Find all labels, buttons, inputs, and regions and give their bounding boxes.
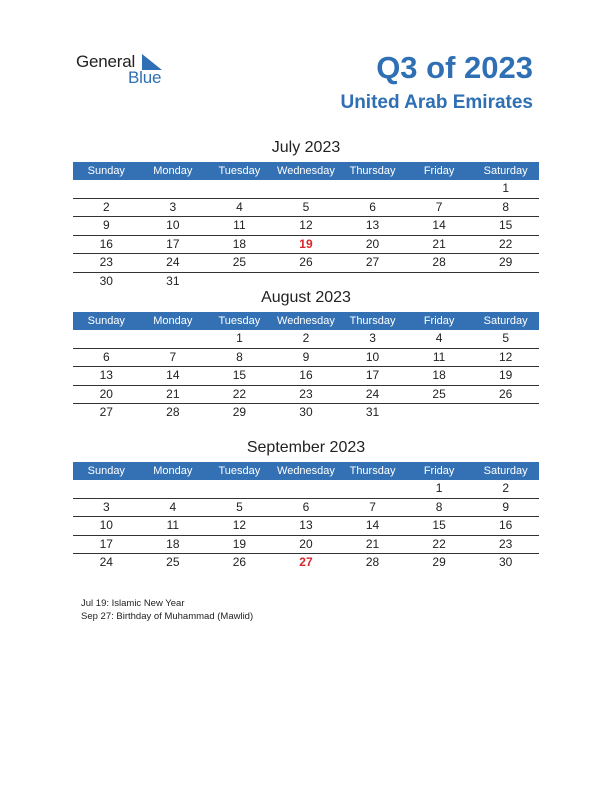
day-cell: 17 — [166, 236, 180, 251]
day-cell: 16 — [299, 368, 313, 382]
weekday-label: Tuesday — [218, 315, 261, 327]
day-cell: 14 — [365, 518, 380, 532]
weekday-header — [73, 312, 539, 330]
day-cell — [206, 480, 273, 498]
day-cell: 12 — [498, 349, 513, 364]
day-cell: 21 — [432, 236, 446, 251]
day-cell: 14 — [166, 368, 180, 382]
week-row — [73, 349, 539, 368]
day-cell: 5 — [502, 331, 509, 345]
day-cell — [406, 180, 473, 198]
day-cell: 7 — [435, 199, 443, 214]
country-name: United Arab Emirates — [340, 92, 533, 113]
day-cell: 24 — [365, 386, 380, 401]
week-row — [73, 536, 539, 555]
day-cell: 29 — [232, 405, 247, 419]
day-cell: 12 — [299, 218, 313, 232]
day-cell: 4 — [169, 499, 177, 514]
day-cell: 28 — [432, 255, 446, 269]
day-cell: 1 — [502, 181, 509, 195]
day-cell: 1 — [435, 481, 443, 495]
day-cell: 2 — [102, 199, 110, 214]
day-cell: 8 — [435, 499, 443, 514]
holiday-note: Sep 27: Birthday of Muhammad (Mawlid) — [81, 611, 254, 622]
weekday-label: Wednesday — [277, 315, 335, 327]
day-cell: 18 — [432, 368, 446, 382]
weekday-label: Sunday — [87, 315, 125, 327]
day-cell: 19 — [232, 536, 247, 551]
day-cell: 11 — [432, 349, 446, 364]
weekday-label: Monday — [153, 165, 193, 177]
weekday-label: Tuesday — [218, 465, 261, 477]
day-cell: 29 — [432, 555, 446, 569]
week-row — [73, 480, 539, 499]
day-cell: 25 — [232, 255, 247, 269]
day-cell: 23 — [99, 255, 113, 269]
week-row — [73, 330, 539, 349]
day-cell: 23 — [498, 536, 513, 551]
weekday-label: Thursday — [349, 315, 396, 327]
logo-word-blue: Blue — [128, 68, 162, 87]
weekday-label: Tuesday — [218, 165, 261, 177]
day-cell: 14 — [432, 218, 446, 232]
day-cell: 17 — [99, 536, 113, 551]
day-cell: 24 — [99, 555, 113, 569]
day-cell — [273, 480, 340, 498]
holiday-notes — [81, 597, 253, 623]
weekday-label: Saturday — [483, 165, 528, 177]
weekday-label: Saturday — [483, 465, 528, 477]
day-cell: 23 — [299, 386, 313, 401]
holiday-note: Jul 19: Islamic New Year — [81, 598, 185, 609]
day-cell: 24 — [166, 255, 180, 269]
day-cell: 16 — [99, 236, 113, 251]
day-cell: 22 — [432, 536, 446, 551]
weekday-header — [73, 162, 539, 180]
week-row — [73, 236, 539, 255]
month-calendar — [73, 138, 539, 290]
weekday-label: Thursday — [349, 165, 396, 177]
day-cell: 20 — [365, 236, 380, 251]
weekday-label: Friday — [423, 315, 455, 327]
day-cell: 4 — [435, 331, 443, 345]
day-cell: 3 — [102, 499, 110, 514]
holiday-day-cell: 19 — [299, 236, 313, 251]
month-calendar — [73, 438, 539, 572]
day-cell: 8 — [502, 199, 509, 214]
day-cell: 15 — [432, 518, 446, 532]
day-cell: 6 — [102, 349, 110, 364]
weekday-label: Sunday — [87, 165, 125, 177]
day-cell — [406, 404, 473, 422]
day-cell: 12 — [232, 518, 247, 532]
day-cell: 26 — [299, 255, 313, 269]
day-cell: 9 — [302, 349, 310, 364]
weekday-label: Wednesday — [277, 165, 335, 177]
day-cell — [339, 480, 406, 498]
day-cell: 20 — [299, 536, 313, 551]
weekday-label: Sunday — [87, 465, 125, 477]
general-blue-logo — [76, 52, 176, 88]
day-cell — [73, 330, 140, 348]
day-cell: 31 — [365, 405, 380, 419]
day-cell: 27 — [365, 255, 380, 269]
day-cell: 8 — [236, 349, 243, 364]
day-cell: 10 — [99, 518, 113, 532]
weekday-label: Friday — [423, 465, 455, 477]
day-cell: 10 — [365, 349, 380, 364]
day-cell: 1 — [236, 331, 243, 345]
day-cell: 15 — [498, 218, 513, 232]
day-cell: 9 — [102, 218, 110, 232]
day-cell: 7 — [169, 349, 177, 364]
day-cell: 7 — [369, 499, 376, 514]
day-cell: 9 — [502, 499, 509, 514]
day-cell: 11 — [166, 518, 180, 532]
day-cell — [73, 180, 140, 198]
day-cell: 5 — [236, 499, 243, 514]
day-cell — [472, 404, 539, 422]
day-cell: 10 — [166, 218, 180, 232]
week-row — [73, 499, 539, 518]
day-cell — [273, 180, 340, 198]
day-cell: 19 — [498, 368, 513, 382]
day-cell — [339, 180, 406, 198]
day-cell: 13 — [299, 518, 313, 532]
day-cell: 29 — [498, 255, 513, 269]
weekday-label: Wednesday — [277, 465, 335, 477]
day-cell: 18 — [232, 236, 247, 251]
day-cell: 28 — [365, 555, 380, 569]
weekday-label: Thursday — [349, 465, 396, 477]
day-cell: 21 — [166, 386, 180, 401]
day-cell: 25 — [432, 386, 446, 401]
week-row — [73, 367, 539, 386]
day-cell — [140, 480, 207, 498]
day-cell — [140, 330, 207, 348]
quarter-title: Q3 of 2023 — [376, 50, 533, 85]
week-row — [73, 217, 539, 236]
day-cell: 15 — [232, 368, 247, 382]
day-cell: 11 — [233, 218, 246, 232]
month-title: August 2023 — [261, 289, 351, 306]
logo-word-general: General — [76, 52, 136, 71]
week-row — [73, 554, 539, 572]
day-cell: 22 — [498, 236, 513, 251]
week-row — [73, 254, 539, 273]
day-cell: 26 — [232, 555, 247, 569]
day-cell — [140, 180, 207, 198]
day-cell: 3 — [169, 199, 177, 214]
day-cell: 27 — [99, 405, 113, 419]
day-cell — [206, 180, 273, 198]
day-cell: 13 — [99, 368, 113, 382]
day-cell: 31 — [166, 273, 180, 288]
day-cell: 30 — [299, 405, 313, 419]
month-title: September 2023 — [246, 439, 366, 456]
day-cell: 26 — [498, 386, 513, 401]
day-cell: 21 — [365, 536, 380, 551]
week-row — [73, 180, 539, 199]
day-cell: 25 — [166, 555, 180, 569]
day-cell: 20 — [99, 386, 113, 401]
weekday-header — [73, 462, 539, 480]
day-cell: 4 — [236, 199, 243, 214]
day-cell: 6 — [369, 199, 376, 214]
day-cell: 18 — [166, 536, 180, 551]
day-cell: 3 — [369, 331, 376, 345]
day-cell: 17 — [365, 368, 380, 382]
weekday-label: Monday — [153, 315, 193, 327]
day-cell: 28 — [166, 405, 180, 419]
week-row — [73, 199, 539, 218]
day-cell — [73, 480, 140, 498]
weekday-label: Saturday — [483, 315, 528, 327]
weekday-label: Friday — [423, 165, 455, 177]
week-row — [73, 517, 539, 536]
week-row — [73, 386, 539, 405]
day-cell: 6 — [302, 499, 310, 514]
day-cell: 5 — [302, 199, 310, 214]
day-cell: 30 — [99, 273, 113, 288]
weekday-label: Monday — [153, 465, 193, 477]
day-cell: 2 — [502, 481, 509, 495]
month-title: July 2023 — [271, 139, 341, 156]
day-cell: 30 — [498, 555, 513, 569]
day-cell: 16 — [498, 518, 513, 532]
week-row — [73, 404, 539, 422]
day-cell: 2 — [302, 331, 310, 345]
day-cell: 22 — [232, 386, 247, 401]
day-cell: 13 — [365, 218, 380, 232]
holiday-day-cell: 27 — [299, 555, 313, 569]
month-calendar — [73, 288, 539, 422]
